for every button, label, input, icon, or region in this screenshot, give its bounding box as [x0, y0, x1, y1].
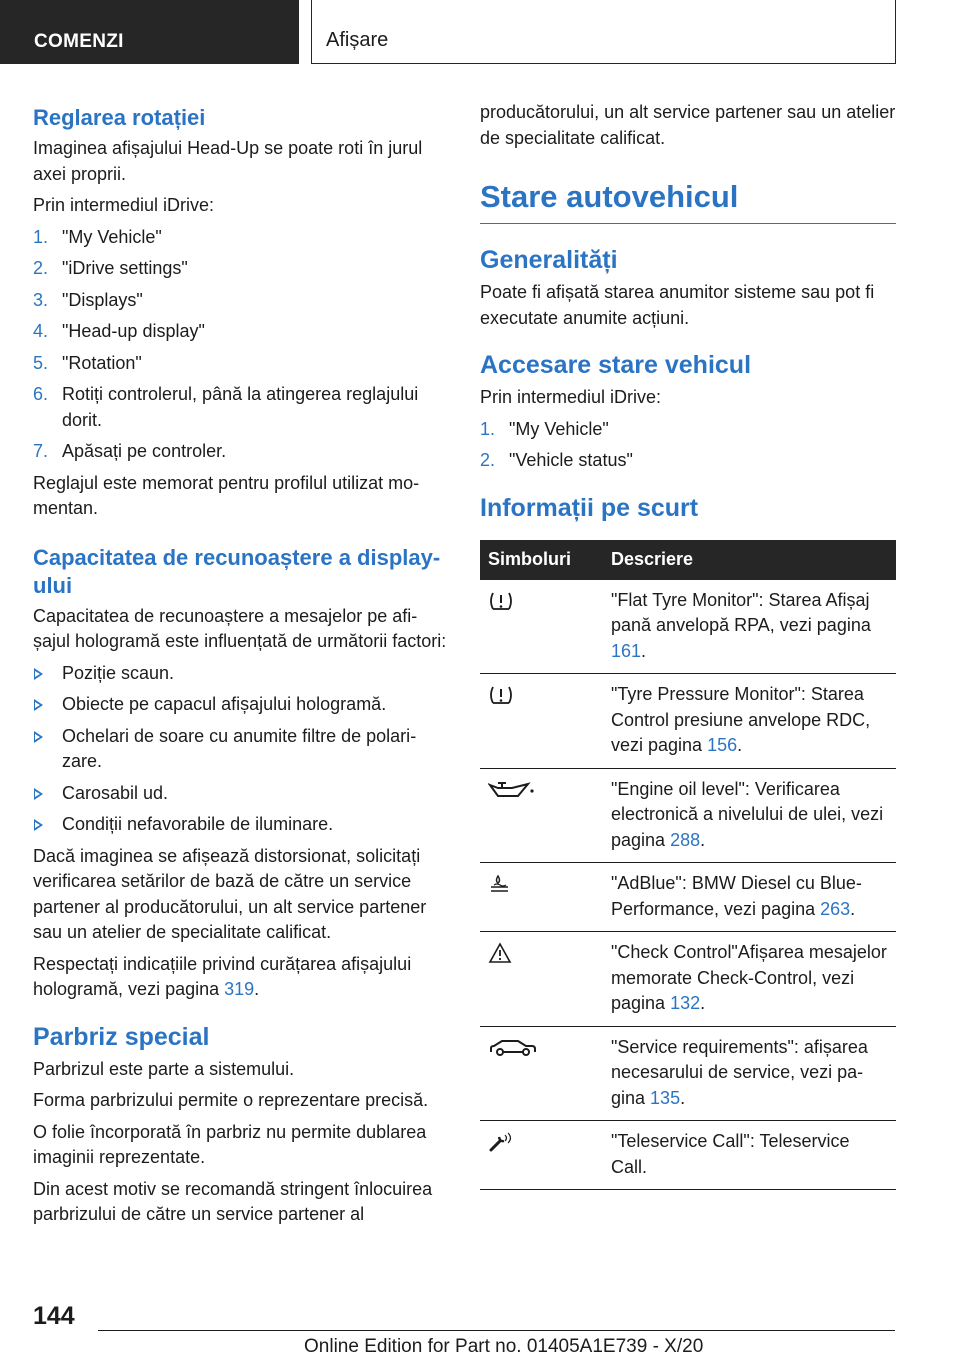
continued-text: producătorului, un alt service partener sau un atelier de specialitate calificat. — [480, 102, 896, 148]
section-label: COMENZI — [0, 0, 299, 64]
windshield-p4: Din acest motiv se recomandă stringent înlocuirea parbrizului de către un service partener al — [33, 1178, 433, 1224]
col-symbols-header: Simboluri — [480, 540, 599, 580]
bullet-triangle-icon — [34, 819, 43, 831]
rotation-steps — [33, 225, 447, 465]
tyre-warning-icon — [488, 590, 514, 612]
list-item: 1. "My Vehicle" — [480, 418, 609, 439]
page-link[interactable]: 132 — [670, 993, 701, 1013]
adblue-icon — [488, 873, 512, 895]
list-item: 4. "Head-up display" — [33, 321, 205, 341]
rotation-intro: Imaginea afișajului Head-Up se poate roti în jurul axei proprii. — [33, 138, 423, 184]
list-item: 1. "My Vehicle" — [33, 226, 162, 247]
warning-triangle-icon — [488, 942, 512, 964]
recognition-cleaning: Respectați indicațiile privind curățarea afișajului hologramă, vezi pagina 319. — [33, 953, 412, 999]
vehicle-status-title: Stare autovehicul — [480, 177, 896, 224]
table-row: "Check Control"Afișarea mesajelor memorate Check-Control, vezi pagina 132. — [480, 932, 896, 1027]
access-via: Prin intermediul iDrive: — [480, 387, 662, 407]
table-row: "Service requirements": afișarea necesarului de service, vezi pagina 135. — [480, 1026, 896, 1121]
right-column — [480, 100, 896, 1190]
bullet-triangle-icon — [34, 699, 43, 711]
list-item: 5. "Rotation" — [33, 352, 142, 373]
rotation-heading: Reglarea rotației — [33, 105, 206, 130]
page-link[interactable]: 263 — [820, 898, 851, 919]
list-item: 3. "Displays" — [33, 289, 143, 310]
table-row: "Engine oil level": Verificarea electronică a nivelului de ulei, vezi pagina 288. — [480, 768, 896, 863]
wrench-signal-icon — [488, 1131, 514, 1153]
list-item: Poziție scaun. — [33, 661, 447, 687]
table-header-row — [480, 540, 896, 580]
general-heading: Generalități — [480, 246, 618, 274]
list-item: 2. "Vehicle status" — [480, 450, 633, 470]
page-link[interactable]: 319 — [224, 979, 255, 999]
list-item: 6. Rotiți controlerul, până la atingerea reglajului dorit. — [33, 384, 419, 430]
page-link[interactable]: 156 — [707, 735, 738, 755]
access-heading: Accesare stare vehicul — [480, 351, 752, 379]
windshield-p3: O folie încorporată în parbriz nu permite dublarea imaginii reprezentate. — [33, 1121, 427, 1167]
car-service-icon — [488, 1037, 538, 1059]
page-footer — [0, 1300, 960, 1362]
table-row: "Flat Tyre Monitor": Starea Afișaj pană anvelopă RPA, vezi pagina 161. — [480, 580, 896, 674]
windshield-heading: Parbriz special — [33, 1022, 210, 1051]
windshield-p2: Forma parbrizului permite o reprezentare precisă. — [33, 1090, 429, 1110]
bullet-triangle-icon — [34, 788, 43, 800]
list-item: Carosabil ud. — [33, 781, 447, 807]
bullet-triangle-icon — [34, 668, 43, 680]
list-item: Obiecte pe capacul afișajului hologramă. — [33, 692, 447, 718]
page-number: 144 — [33, 1302, 75, 1330]
recognition-heading: Capacitatea de recunoaștere a display-ului — [33, 544, 441, 598]
edition-note: Online Edition for Part no. 01405A1E739 - X/20 — [304, 1336, 704, 1357]
table-row: "Teleservice Call": Teleservice Call. — [480, 1121, 896, 1190]
list-item: Ochelari de soare cu anumite filtre de polarizare. — [33, 724, 447, 775]
page-link[interactable]: 161 — [611, 640, 642, 661]
left-column — [33, 100, 447, 1234]
rotation-via: Prin intermediul iDrive: — [33, 195, 215, 215]
page-header — [0, 0, 960, 66]
recognition-factors — [33, 661, 447, 838]
general-text: Poate fi afișată starea anumitor sisteme sau pot fi executate anumite acțiuni. — [480, 282, 875, 328]
footer-divider — [98, 1330, 895, 1331]
chapter-label: Afișare — [311, 0, 896, 64]
rotation-note: Reglajul este memorat pentru profilul utilizat momentan. — [33, 472, 420, 518]
table-row: "Tyre Pressure Monitor": Starea Control presiune anvelope RDC, vezi pagina 156. — [480, 674, 896, 769]
table-row: "AdBlue": BMW Diesel cu BluePerformance, vezi pagina 263. — [480, 863, 896, 932]
recognition-distortion: Dacă imaginea se afișează distorsionat, solicitați verificarea setărilor de bază de către un service partener al producătorului, un alt service partener sau un atelier de specialitate calificat. — [33, 845, 427, 942]
windshield-p1: Parbrizul este parte a sistemului. — [33, 1058, 295, 1079]
bullet-triangle-icon — [34, 731, 43, 743]
access-steps — [480, 417, 896, 474]
oil-can-icon — [488, 779, 538, 801]
page-link[interactable]: 288 — [670, 829, 701, 850]
list-item: 7. Apăsați pe controler. — [33, 441, 227, 461]
col-desc-header: Descriere — [599, 540, 896, 580]
list-item: 2. "iDrive settings" — [33, 258, 188, 278]
recognition-intro: Capacitatea de recunoaștere a mesajelor pe afișajul hologramă este influențată de următorii factori: — [33, 605, 447, 651]
brief-heading: Informații pe scurt — [480, 493, 699, 522]
symbols-table — [480, 540, 896, 1191]
list-item: Condiții nefavorabile de iluminare. — [33, 812, 447, 838]
page-link[interactable]: 135 — [650, 1087, 681, 1108]
tyre-warning-icon — [488, 684, 514, 706]
